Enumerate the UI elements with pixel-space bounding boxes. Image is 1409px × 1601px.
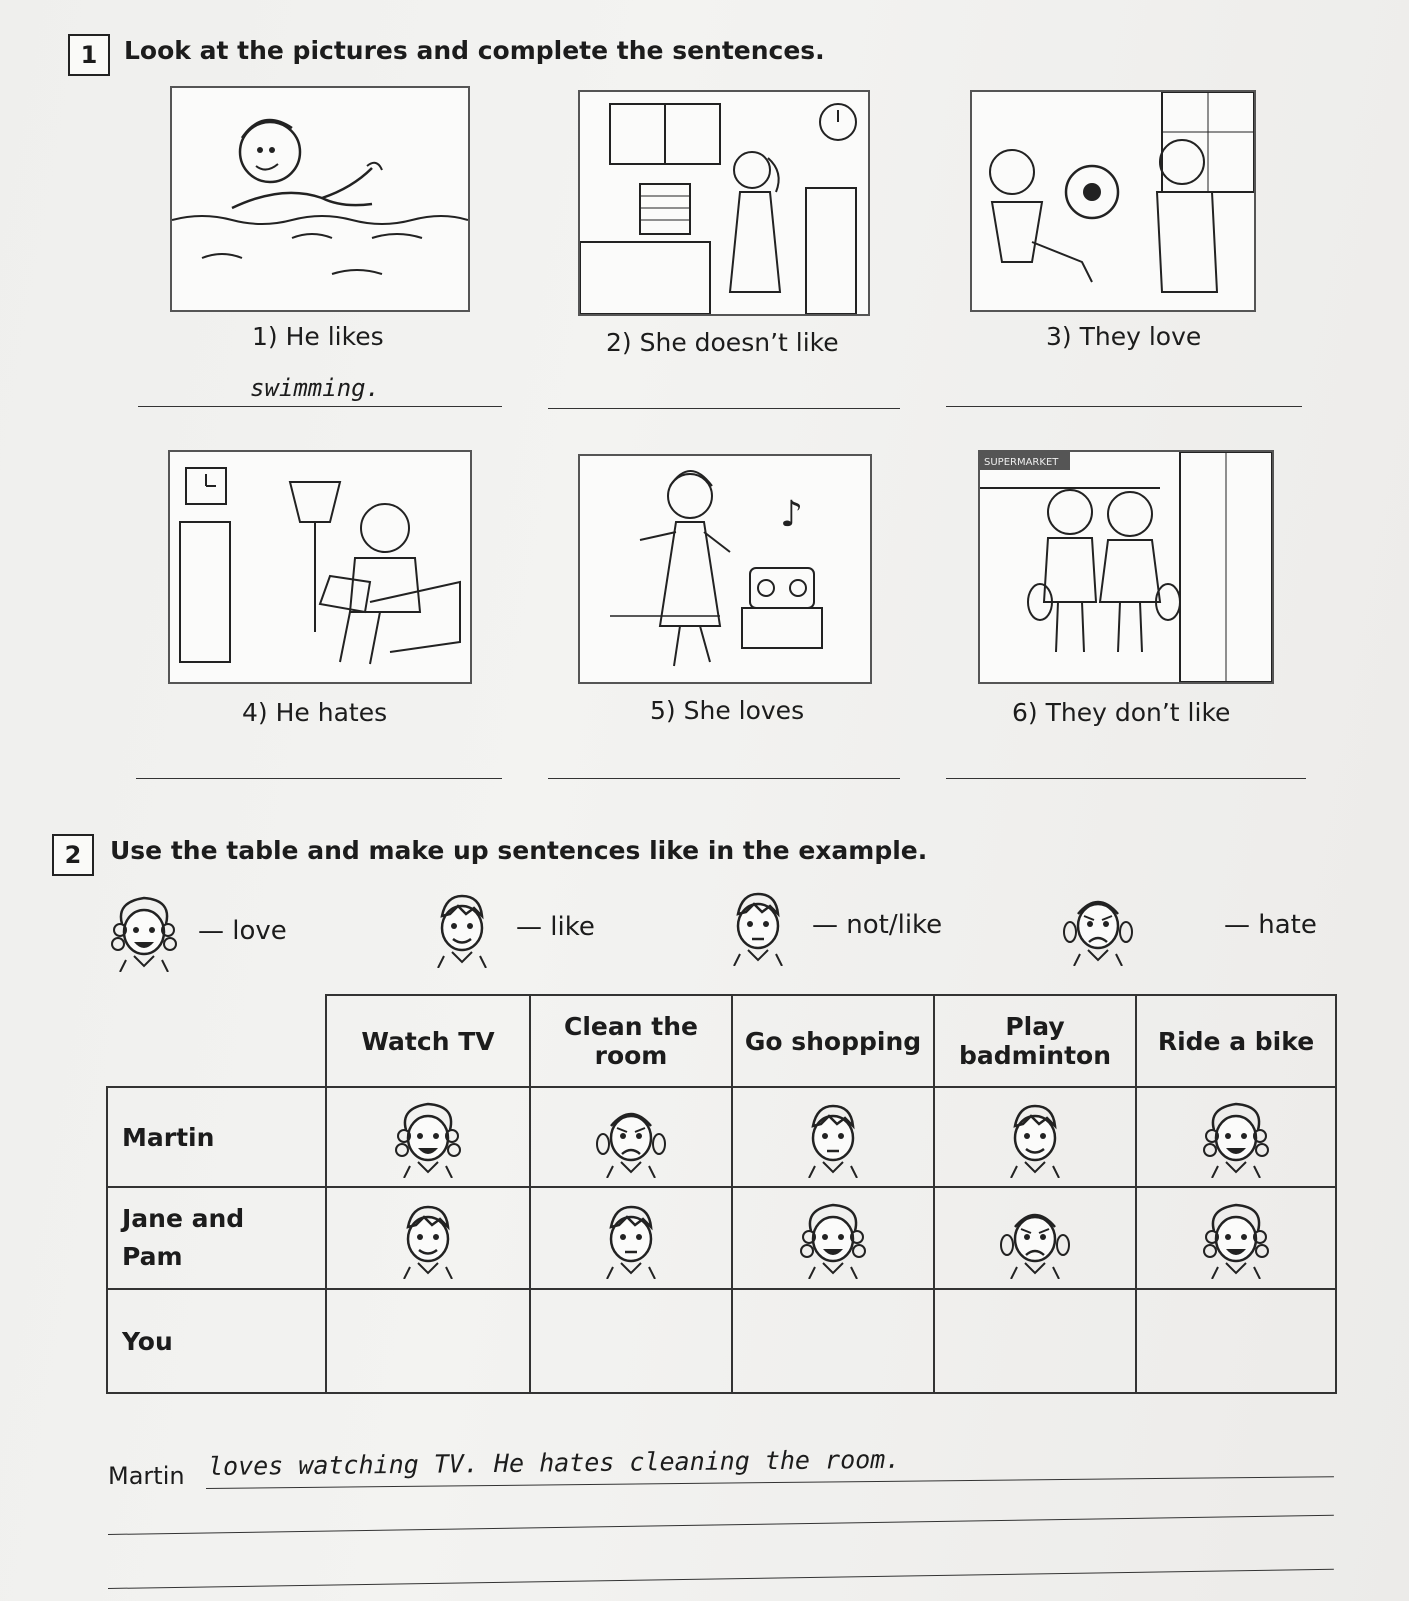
sentence-line-2[interactable]: [108, 1515, 1334, 1535]
caption-6: 6) They don’t like: [1012, 698, 1231, 727]
cell-martin-go-shopping: [732, 1087, 934, 1187]
cell-jane-pam-go-shopping: [732, 1187, 934, 1289]
row-header-martin: Martin: [107, 1087, 326, 1187]
cell-martin-watch-tv: [326, 1087, 530, 1187]
sentence-line-3[interactable]: [108, 1569, 1334, 1589]
answer-2-line[interactable]: [548, 408, 900, 409]
hate-face-icon: [935, 1197, 1135, 1279]
boy-reading-drawing: [170, 452, 470, 682]
cell-you-ride-bike[interactable]: [1136, 1289, 1336, 1393]
legend-love: [108, 890, 287, 972]
answer-5-line[interactable]: [548, 778, 900, 779]
girl-dancing-drawing: [580, 456, 870, 682]
cell-jane-pam-play-badminton: [934, 1187, 1136, 1289]
preferences-table: [106, 994, 1337, 1394]
col-header-clean-room: Clean the room: [530, 995, 732, 1087]
boy-swimming-drawing: [172, 88, 468, 310]
cell-martin-clean-room: [530, 1087, 732, 1187]
notlike-face-icon: [531, 1197, 731, 1279]
girls-shopping-drawing: [980, 452, 1272, 682]
cell-jane-pam-clean-room: [530, 1187, 732, 1289]
supermarket-sign: SUPERMARKET: [984, 457, 1059, 468]
col-header-watch-tv: Watch TV: [326, 995, 530, 1087]
girls-shopping-picture: [978, 450, 1274, 684]
boy-reading-picture: [168, 450, 472, 684]
answer-1-line[interactable]: [138, 406, 502, 407]
caption-3: 3) They love: [1046, 322, 1202, 351]
table-row: [107, 1087, 1336, 1187]
love-face-icon: [327, 1096, 529, 1178]
table-row: [107, 1289, 1336, 1393]
cell-you-clean-room[interactable]: [530, 1289, 732, 1393]
like-face-icon: [327, 1197, 529, 1279]
example-handwritten: loves watching TV. He hates cleaning the room.: [207, 1444, 901, 1481]
love-face-icon: [733, 1197, 933, 1279]
exercise-1-instruction: Look at the pictures and complete the sentences.: [124, 36, 825, 65]
cell-jane-pam-watch-tv: [326, 1187, 530, 1289]
legend-love-label: — love: [198, 916, 287, 946]
exercise-2-instruction: Use the table and make up sentences like in the example.: [110, 836, 928, 865]
love-face-icon: [1137, 1096, 1335, 1178]
love-face-icon: [108, 890, 180, 972]
answer-4-line[interactable]: [136, 778, 502, 779]
girl-dancing-picture: [578, 454, 872, 684]
cell-you-play-badminton[interactable]: [934, 1289, 1136, 1393]
legend-notlike: [722, 884, 942, 966]
legend-notlike-label: — not/like: [812, 910, 943, 940]
table-row: [107, 1187, 1336, 1289]
col-header-go-shopping: Go shopping: [732, 995, 934, 1087]
legend-like-label: — like: [516, 912, 595, 942]
caption-1: 1) He likes: [252, 322, 384, 351]
love-face-icon: [1137, 1197, 1335, 1279]
boys-playing-football-drawing: [972, 92, 1254, 310]
boy-swimming-picture: [170, 86, 470, 312]
caption-5: 5) She loves: [650, 696, 805, 725]
cell-you-go-shopping[interactable]: [732, 1289, 934, 1393]
boys-playing-football-picture: [970, 90, 1256, 312]
girl-washing-dishes-picture: [578, 90, 870, 316]
hate-face-icon: [1062, 884, 1134, 966]
cell-martin-ride-bike: [1136, 1087, 1336, 1187]
svg-text:♪: ♪: [780, 494, 803, 535]
like-face-icon: [426, 886, 498, 968]
answer-3-line[interactable]: [946, 406, 1302, 407]
legend-hate-label: — hate: [1224, 910, 1317, 940]
girl-washing-dishes-drawing: [580, 92, 868, 314]
table-corner: [107, 995, 326, 1087]
legend-like: [426, 886, 595, 968]
example-prefix: Martin: [108, 1462, 185, 1490]
exercise-1-number: 1: [68, 34, 110, 76]
answer-1-handwritten: swimming.: [250, 374, 381, 402]
caption-2: 2) She doesn’t like: [606, 328, 839, 357]
like-face-icon: [935, 1096, 1135, 1178]
cell-jane-pam-ride-bike: [1136, 1187, 1336, 1289]
cell-martin-play-badminton: [934, 1087, 1136, 1187]
hate-face-icon: [531, 1096, 731, 1178]
caption-4: 4) He hates: [242, 698, 388, 727]
row-header-jane-and-pam-label: Jane and Pam: [122, 1204, 245, 1271]
table-header-row: [107, 995, 1336, 1087]
exercise-2-number: 2: [52, 834, 94, 876]
col-header-ride-bike: Ride a bike: [1136, 995, 1336, 1087]
notlike-face-icon: [722, 884, 794, 966]
legend-hate: [1062, 884, 1317, 966]
answer-6-line[interactable]: [946, 778, 1306, 779]
row-header-jane-and-pam: [107, 1187, 326, 1289]
row-header-you: You: [107, 1289, 326, 1393]
col-header-play-badminton: Play badminton: [934, 995, 1136, 1087]
cell-you-watch-tv[interactable]: [326, 1289, 530, 1393]
notlike-face-icon: [733, 1096, 933, 1178]
